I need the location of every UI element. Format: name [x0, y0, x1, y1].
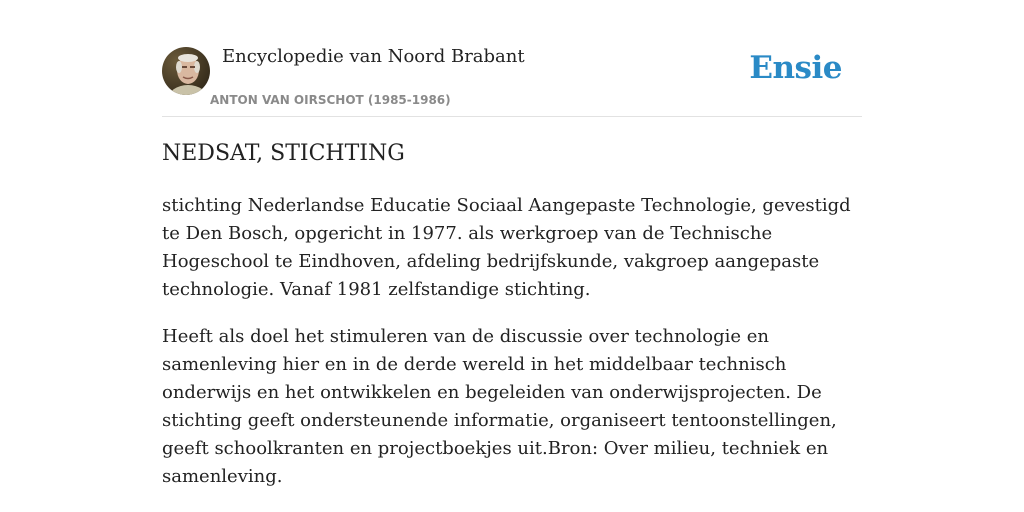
author-name[interactable]: ANTON VAN OIRSCHOT (1985-1986): [210, 93, 451, 107]
page-container: [162, 0, 862, 487]
page-header: [162, 0, 862, 117]
page-title: NEDSAT, STICHTING: [162, 141, 405, 166]
entry-paragraph: stichting Nederlandse Educatie Sociaal Aangepaste Technologie, gevestigd te Den Bosch, opgericht in 1977. als werkgroep van de Technische Hogeschool te Eindhoven, afdeling bedrijfskunde, vakgroep aangepaste technologie. Vanaf 1981 zelfstandige stichting.: [162, 195, 851, 300]
author-portrait-icon: [162, 47, 210, 95]
ensie-logo[interactable]: Ensie: [749, 50, 842, 86]
entry-paragraph: Heeft als doel het stimuleren van de discussie over technologie en samenleving hier en in de derde wereld in het middelbaar technisch onderwijs en het ontwikkelen en begeleiden van onderwijsprojecten. De stichting geeft ondersteunende informatie, organiseert tentoonstellingen, geeft schoolkranten en projectboekjes uit.Bron: Over milieu, techniek en samenleving.: [162, 326, 837, 487]
avatar[interactable]: [162, 47, 210, 95]
source-title[interactable]: Encyclopedie van Noord Brabant: [222, 46, 525, 67]
